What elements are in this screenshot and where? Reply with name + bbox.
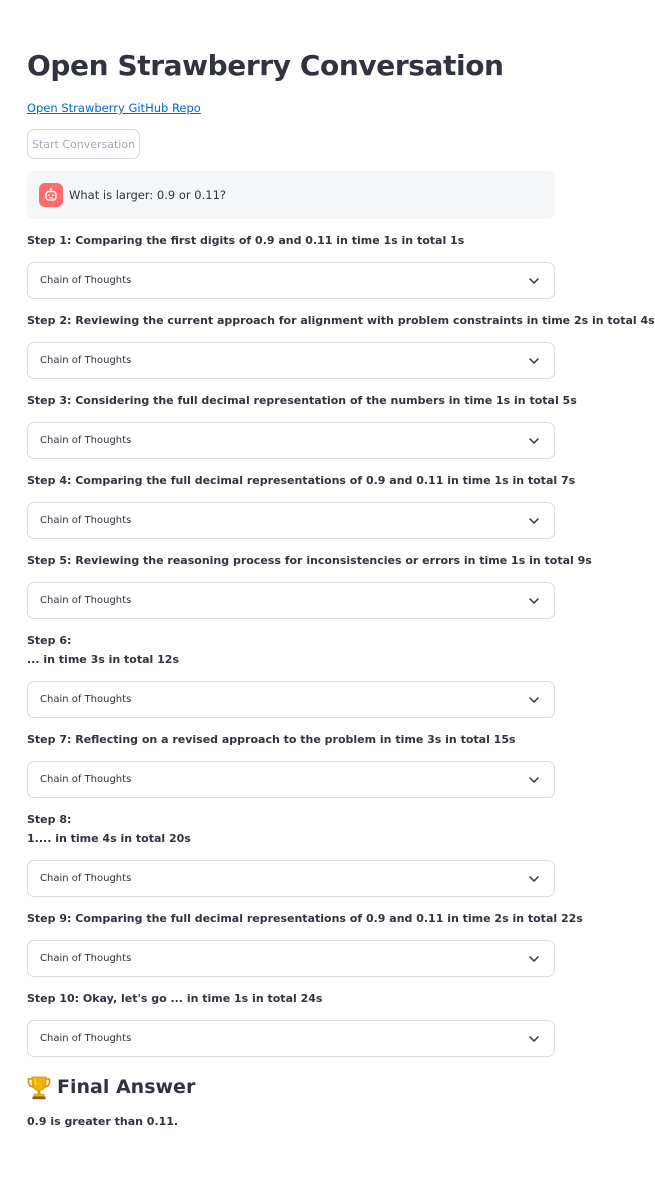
expander-label: Chain of Thoughts xyxy=(40,694,132,705)
robot-face-icon xyxy=(39,183,63,207)
expander-label: Chain of Thoughts xyxy=(40,515,132,526)
step-3-chain-of-thoughts-expander[interactable] xyxy=(27,422,555,459)
trophy-icon xyxy=(27,1074,51,1100)
step-7-chain-of-thoughts-expander[interactable] xyxy=(27,761,555,798)
start-conversation-button[interactable]: Start Conversation xyxy=(27,129,140,159)
page-title: Open Strawberry Conversation xyxy=(27,49,504,82)
step-8-label xyxy=(27,810,191,848)
step-label-line: Step 1: Comparing the first digits of 0.9 and 0.11 in time 1s in total 1s xyxy=(27,234,465,247)
step-label-line: Step 6: xyxy=(27,634,72,647)
final-answer-text: 0.9 is greater than 0.11. xyxy=(27,1115,179,1128)
chevron-down-icon xyxy=(528,355,540,367)
step-10-label xyxy=(27,989,322,1008)
step-6-label xyxy=(27,631,179,669)
step-label-line: Step 3: Considering the full decimal representation of the numbers in time 1s in total 5s xyxy=(27,394,577,407)
expander-label: Chain of Thoughts xyxy=(40,1033,132,1044)
step-5-chain-of-thoughts-expander[interactable] xyxy=(27,582,555,619)
step-label-line: Step 5: Reviewing the reasoning process for inconsistencies or errors in time 1s in total 9s xyxy=(27,554,592,567)
step-label-line: Step 4: Comparing the full decimal representations of 0.9 and 0.11 in time 1s in total 7s xyxy=(27,474,576,487)
step-label-line: 1.... in time 4s in total 20s xyxy=(27,832,191,845)
chevron-down-icon xyxy=(528,275,540,287)
chevron-down-icon xyxy=(528,1033,540,1045)
chevron-down-icon xyxy=(528,953,540,965)
chevron-down-icon xyxy=(528,515,540,527)
step-4-chain-of-thoughts-expander[interactable] xyxy=(27,502,555,539)
chevron-down-icon xyxy=(528,694,540,706)
step-label-line: Step 2: Reviewing the current approach for alignment with problem constraints in time 2s in total 4s xyxy=(27,314,655,327)
chevron-down-icon xyxy=(528,595,540,607)
expander-label: Chain of Thoughts xyxy=(40,873,132,884)
step-8-chain-of-thoughts-expander[interactable] xyxy=(27,860,555,897)
final-answer-title: Final Answer xyxy=(57,1076,196,1098)
expander-label: Chain of Thoughts xyxy=(40,355,132,366)
step-9-chain-of-thoughts-expander[interactable] xyxy=(27,940,555,977)
expander-label: Chain of Thoughts xyxy=(40,774,132,785)
user-chat-message xyxy=(27,171,555,219)
step-2-chain-of-thoughts-expander[interactable] xyxy=(27,342,555,379)
expander-label: Chain of Thoughts xyxy=(40,275,132,286)
step-7-label xyxy=(27,730,516,749)
step-5-label xyxy=(27,551,592,570)
expander-label: Chain of Thoughts xyxy=(40,953,132,964)
final-answer-heading xyxy=(27,1073,195,1101)
expander-label: Chain of Thoughts xyxy=(40,435,132,446)
chevron-down-icon xyxy=(528,873,540,885)
step-2-label xyxy=(27,311,655,330)
chevron-down-icon xyxy=(528,774,540,786)
step-label-line: Step 8: xyxy=(27,813,72,826)
github-repo-link[interactable]: Open Strawberry GitHub Repo xyxy=(27,101,201,115)
step-3-label xyxy=(27,391,577,410)
step-label-line: Step 7: Reflecting on a revised approach to the problem in time 3s in total 15s xyxy=(27,733,516,746)
step-1-label xyxy=(27,231,464,250)
chevron-down-icon xyxy=(528,435,540,447)
user-message-text: What is larger: 0.9 or 0.11? xyxy=(69,188,226,202)
step-label-line: ... in time 3s in total 12s xyxy=(27,653,179,666)
step-4-label xyxy=(27,471,575,490)
step-10-chain-of-thoughts-expander[interactable] xyxy=(27,1020,555,1057)
step-9-label xyxy=(27,909,583,928)
step-label-line: Step 10: Okay, let's go ... in time 1s in total 24s xyxy=(27,992,323,1005)
expander-label: Chain of Thoughts xyxy=(40,595,132,606)
step-6-chain-of-thoughts-expander[interactable] xyxy=(27,681,555,718)
step-label-line: Step 9: Comparing the full decimal representations of 0.9 and 0.11 in time 2s in total 22s xyxy=(27,912,583,925)
step-1-chain-of-thoughts-expander[interactable] xyxy=(27,262,555,299)
